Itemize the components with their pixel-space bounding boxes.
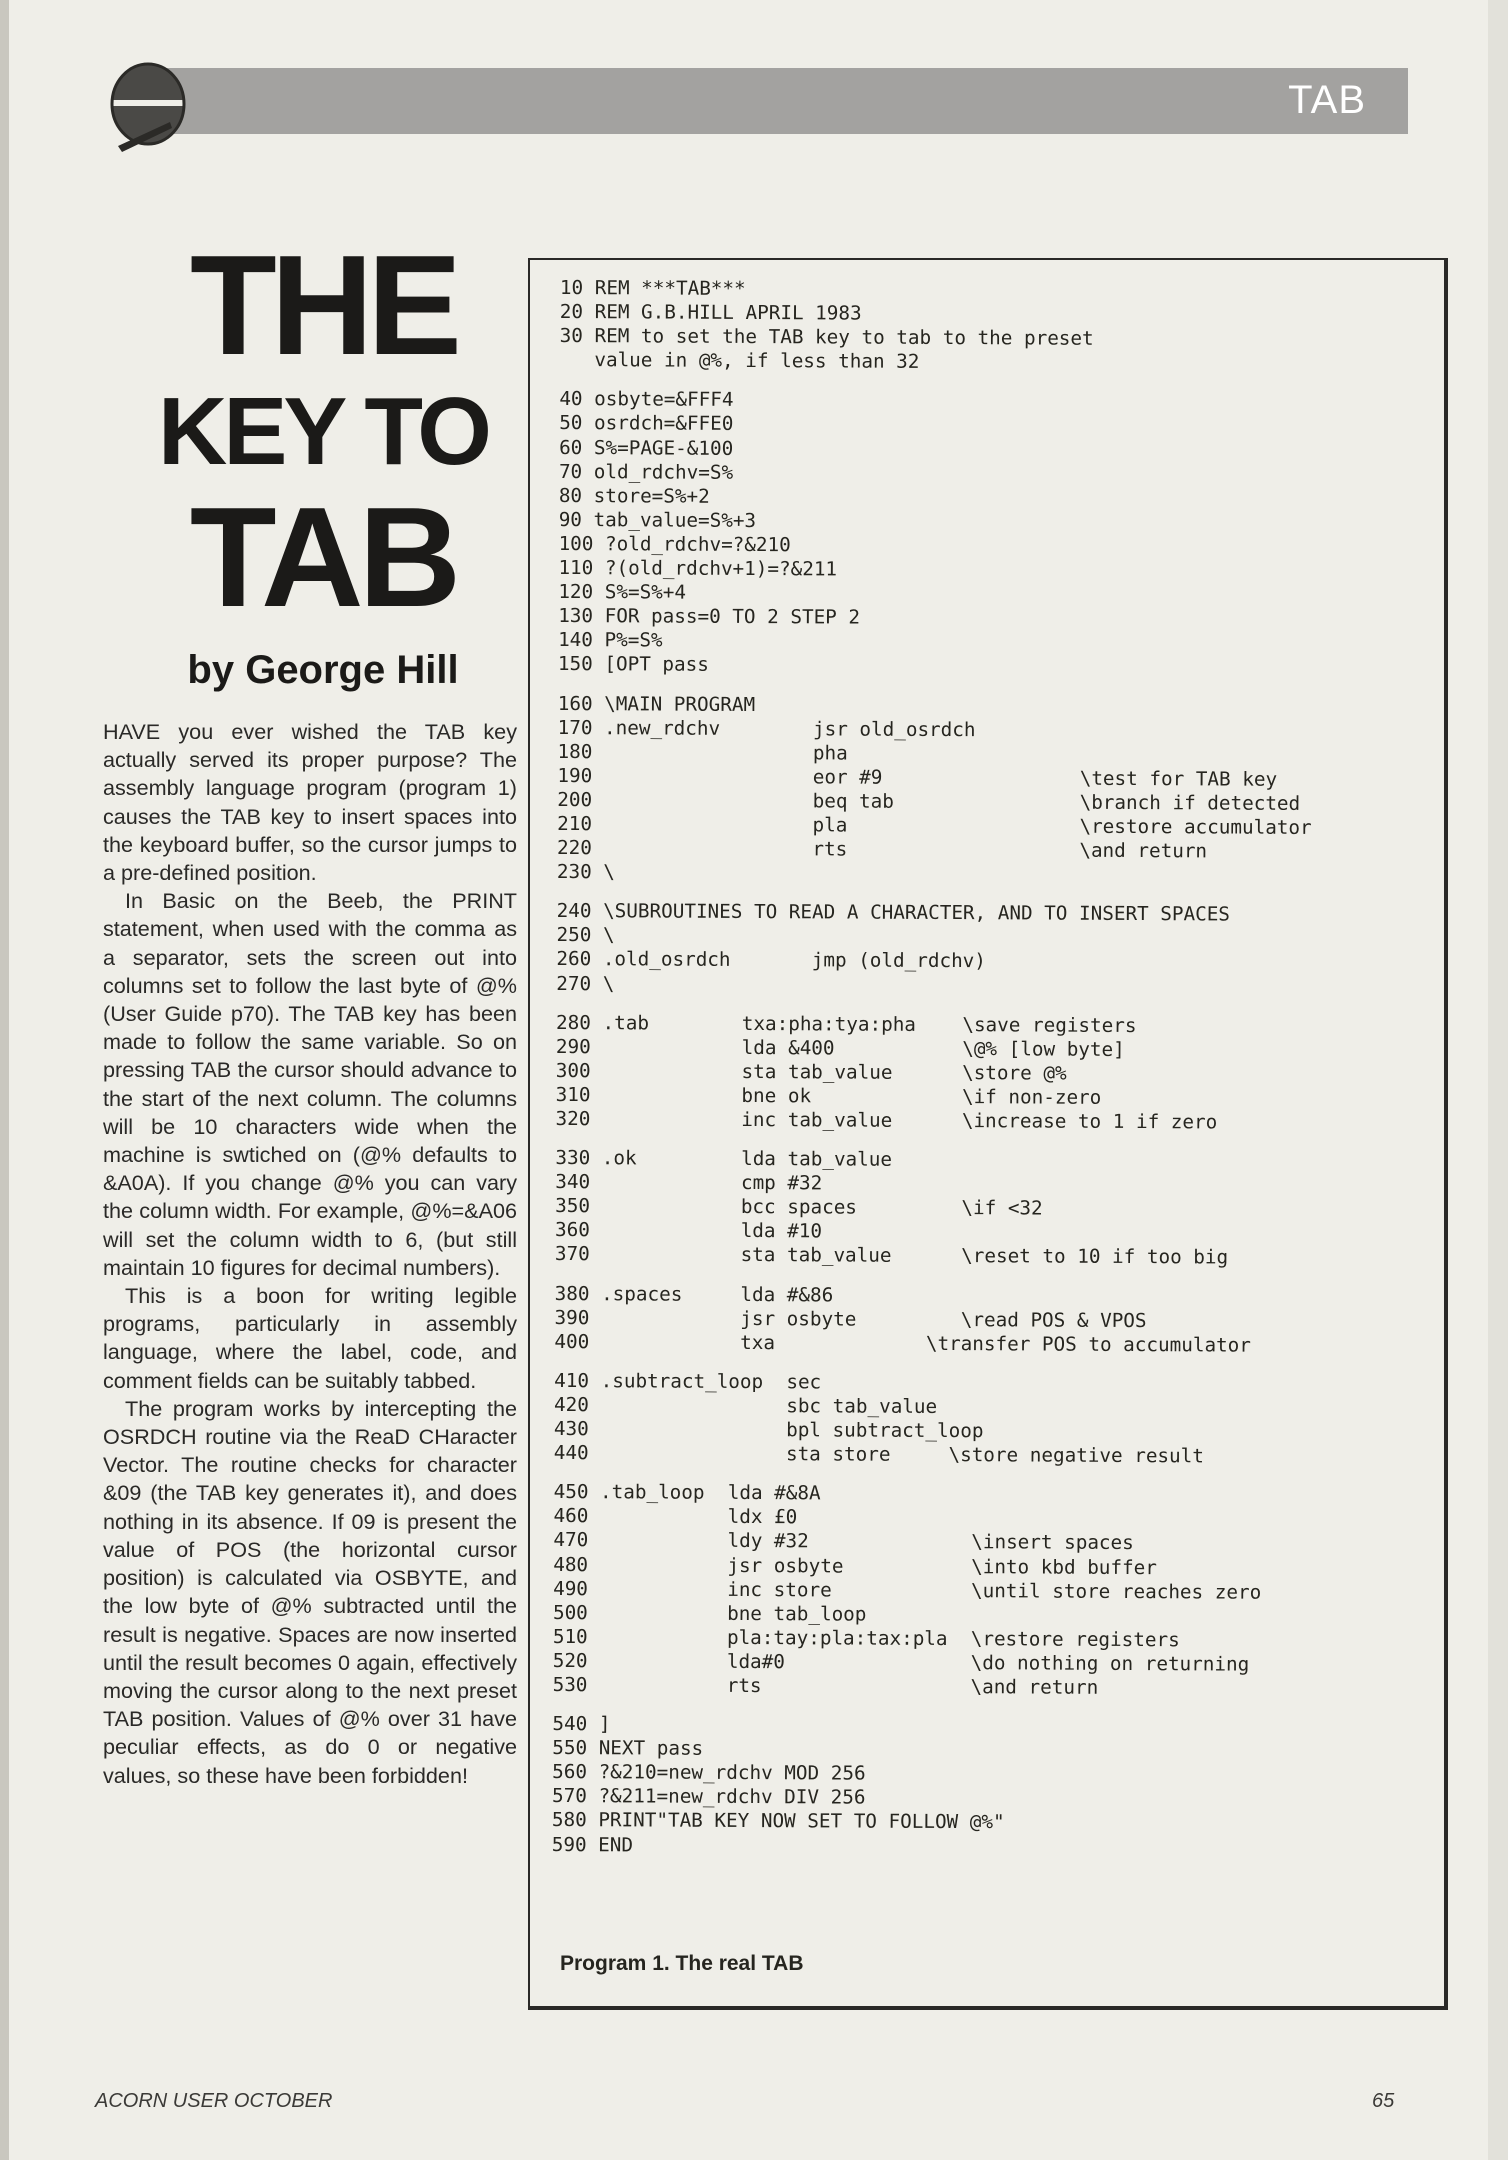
- code-line: 100 ?old_rdchv=?&210: [558, 531, 791, 557]
- code-line: 60 S%=PAGE-&100: [559, 435, 734, 460]
- code-line: 260 .old_osrdch jmp (old_rdchv): [556, 947, 986, 973]
- page-spine-shadow: [0, 0, 9, 2160]
- section-label: TAB: [1288, 78, 1366, 122]
- code-line: 560 ?&210=new_rdchv MOD 256: [552, 1760, 866, 1785]
- code-line: 120 S%=S%+4: [558, 580, 687, 604]
- code-line: 30 REM to set the TAB key to tab to the preset: [559, 324, 1094, 350]
- paragraph: HAVE you ever wished the TAB key actually served its proper purpose? The assembly language program (program 1) causes the TAB key to insert spaces into the keyboard buffer, so the cursor jumps to a pre-defined position.: [103, 719, 517, 886]
- code-line: 400 txa \transfer POS to accumulator: [554, 1329, 1251, 1357]
- code-line: 480 jsr osbyte \into kbd buffer: [553, 1552, 1157, 1579]
- code-line: 210 pla \restore accumulator: [557, 811, 1312, 839]
- code-line: 590 END: [551, 1832, 634, 1856]
- code-line: 140 P%=S%: [558, 628, 663, 652]
- code-line: 300 sta tab_value \store @%: [555, 1058, 1067, 1085]
- code-line: 500 bne tab_loop: [552, 1600, 867, 1626]
- code-line: 360 lda #10: [554, 1218, 823, 1243]
- code-line: 50 osrdch=&FFE0: [559, 411, 734, 436]
- code-line: 440 sta store \store negative result: [553, 1441, 1204, 1468]
- section-header-band: [158, 68, 1408, 134]
- code-line: 10 REM ***TAB***: [559, 276, 746, 300]
- code-line: 540 ]: [552, 1712, 611, 1736]
- code-line: 430 bpl subtract_loop: [553, 1417, 984, 1443]
- code-line: 160 \MAIN PROGRAM: [557, 691, 756, 716]
- paragraph: The program works by intercepting the OSRDCH routine via the ReaD CHaracter Vector. The routine checks for character &09 (the TAB key generates it), and does nothing in its absence. If 09 is present the value of POS (the horizontal cursor position) is calculated via OSBYTE, and the low byte of @% subtracted until the result is negative. Spaces are now inserted until the result becomes 0 again, effectively moving the cursor along to the next preset TAB position. Values of @% over 31 have peculiar effects, as do 0 or negative values, so these have been forbidden!: [103, 1395, 517, 1788]
- code-line: 460 ldx £0: [553, 1504, 798, 1529]
- code-line: 90 tab_value=S%+3: [558, 507, 757, 532]
- code-line: 170 .new_rdchv jsr old_osrdch: [557, 715, 976, 741]
- code-line: 530 rts \and return: [552, 1672, 1099, 1699]
- code-line: 250 \: [556, 923, 615, 947]
- code-line: 450 .tab_loop lda #&8A: [553, 1480, 821, 1505]
- code-line: 420 sbc tab_value: [554, 1392, 938, 1418]
- title-line-1: THE: [190, 226, 456, 385]
- code-line: 380 .spaces lda #&86: [554, 1281, 834, 1307]
- title-line-3: TAB: [189, 478, 457, 637]
- code-line: 520 lda#0 \do nothing on returning: [552, 1648, 1250, 1676]
- code-line: value in @%, if less than 32: [559, 348, 920, 374]
- code-line: 230 \: [556, 860, 615, 884]
- code-line: 470 ldy #32 \insert spaces: [553, 1528, 1134, 1555]
- listing-caption: Program 1. The real TAB: [560, 1952, 804, 1975]
- title-line-2: KEY TO: [158, 378, 488, 485]
- code-line: 70 old_rdchv=S%: [558, 459, 734, 484]
- code-line: 200 beq tab \branch if detected: [557, 787, 1301, 815]
- code-line: 320 inc tab_value \increase to 1 if zero: [555, 1106, 1218, 1134]
- code-line: 390 jsr osbyte \read POS & VPOS: [554, 1305, 1147, 1332]
- footer-page-number: 65: [1372, 2090, 1395, 2112]
- code-line: 190 eor #9 \test for TAB key: [557, 763, 1278, 791]
- code-line: 270 \: [556, 971, 615, 995]
- code-line: 80 store=S%+2: [558, 483, 710, 508]
- code-line: 310 bne ok \if non-zero: [555, 1082, 1102, 1109]
- page-edge: [1488, 0, 1508, 2160]
- footer-magazine: ACORN USER OCTOBER: [95, 2090, 333, 2112]
- code-line: 180 pha: [557, 739, 848, 765]
- code-line: 280 .tab txa:pha:tya:pha \save registers: [556, 1010, 1137, 1037]
- code-line: 410 .subtract_loop sec: [554, 1368, 822, 1394]
- acorn-logo-icon: [108, 52, 186, 156]
- code-line: 350 bcc spaces \if <32: [555, 1194, 1043, 1220]
- program-listing: [552, 276, 1440, 1861]
- paragraph: In Basic on the Beeb, the PRINT statement, when used with the comma as a separator, sets the screen out into columns set to follow the last byte of @% (User Guide p70). The TAB key has been made to follow the same variable. So on pressing TAB the cursor should advance to the start of the next column. The columns will be 10 characters wide when the machine is swtiched on (@% defaults to &A0A). If you change @% you can vary the column width. For example, @%=&A06 will set the column width to 6, (but still maintain 10 figures for decimal numbers).: [103, 888, 517, 1280]
- code-line: 220 rts \and return: [556, 836, 1208, 863]
- code-line: 340 cmp #32: [555, 1170, 823, 1195]
- code-line: 20 REM G.B.HILL APRIL 1983: [559, 300, 862, 325]
- code-line: 130 FOR pass=0 TO 2 STEP 2: [558, 604, 861, 629]
- byline: by George Hill: [187, 648, 459, 692]
- code-line: 490 inc store \until store reaches zero: [553, 1576, 1262, 1604]
- code-line: 370 sta tab_value \reset to 10 if too big: [554, 1242, 1229, 1269]
- code-line: 40 osbyte=&FFF4: [559, 387, 734, 412]
- article-body: [103, 718, 517, 1790]
- paragraph: This is a boon for writing legible programs, particularly in assembly language, where the label, code, and comment fields can be suitably tabbed.: [103, 1283, 517, 1393]
- code-line: 570 ?&211=new_rdchv DIV 256: [551, 1784, 866, 1809]
- code-line: 550 NEXT pass: [552, 1736, 704, 1760]
- code-line: 240 \SUBROUTINES TO READ A CHARACTER, AND TO INSERT SPACES: [556, 899, 1231, 926]
- code-line: 290 lda &400 \@% [low byte]: [555, 1034, 1125, 1061]
- code-line: 330 .ok lda tab_value: [555, 1146, 893, 1171]
- code-line: 150 [OPT pass: [557, 652, 709, 677]
- code-line: 510 pla:tay:pla:tax:pla \restore registers: [552, 1624, 1180, 1652]
- code-line: 580 PRINT"TAB KEY NOW SET TO FOLLOW @%": [551, 1808, 1005, 1834]
- article-title: [118, 226, 528, 637]
- code-line: 110 ?(old_rdchv+1)=?&211: [558, 556, 838, 581]
